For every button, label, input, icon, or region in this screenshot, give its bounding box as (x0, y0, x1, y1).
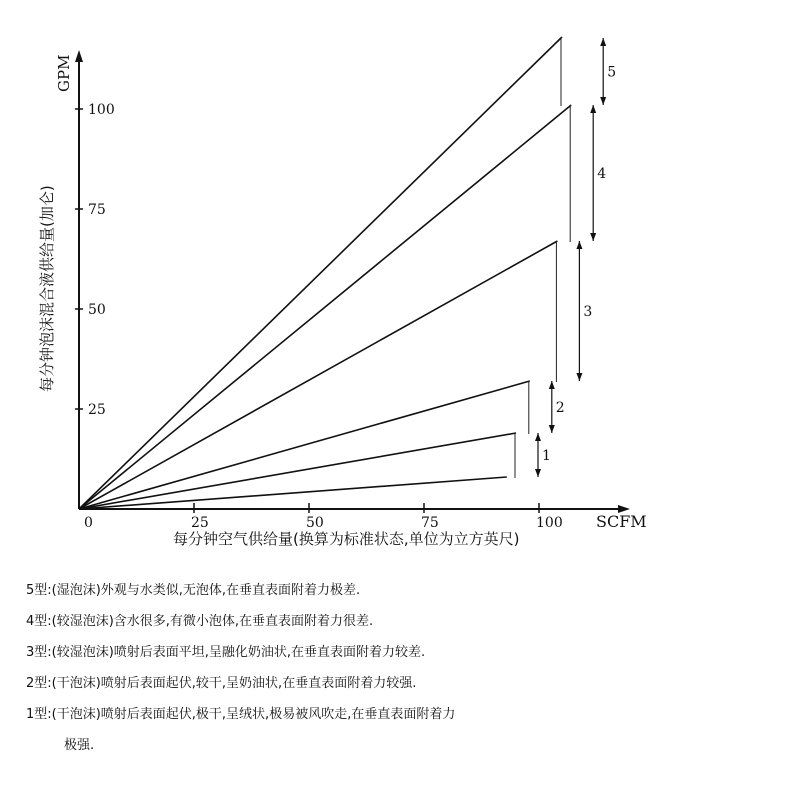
range-arrow-up (590, 105, 596, 113)
range-label-type-4: 4 (597, 166, 607, 182)
y-tick-label: 100 (88, 102, 115, 118)
x-unit-label: SCFM (596, 512, 647, 531)
range-brackets (535, 38, 616, 477)
y-ticks (75, 102, 115, 418)
range-arrow-down (549, 425, 555, 433)
y-tick-label: 50 (88, 302, 106, 318)
x-tick-label: 50 (306, 515, 324, 531)
y-unit-label: GPM (55, 54, 73, 92)
series-line-type-3 (79, 241, 557, 509)
note-type-1: 1型:(干泡沫)喷射后表面起伏,极干,呈绒状,极易被风吹走,在垂直表面附着力 (26, 707, 456, 722)
range-arrow-down (535, 469, 541, 477)
range-label-type-5: 5 (607, 64, 617, 81)
baseline-line (79, 477, 507, 509)
series-line-type-4 (79, 105, 571, 509)
range-arrow-down (590, 233, 596, 241)
range-label-type-1: 1 (542, 448, 551, 464)
range-arrow-up (549, 381, 555, 389)
x-axis-label: 每分钟空气供给量(换算为标准状态,单位为立方英尺) (173, 530, 520, 548)
type-notes (26, 575, 766, 761)
x-tick-label: 100 (536, 515, 563, 531)
note-type-1-continued: 极强. (64, 738, 95, 753)
range-arrow-up (535, 433, 541, 441)
y-axis-label: 每分钟泡沫混合液供给量(加仑) (38, 185, 56, 392)
note-type-4: 4型:(较湿泡沫)含水很多,有微小泡体,在垂直表面附着力很差. (26, 614, 374, 629)
series-line-type-2 (79, 381, 530, 509)
note-type-5: 5型:(湿泡沫)外观与水类似,无泡体,在垂直表面附着力极差. (26, 583, 361, 598)
note-type-2: 2型:(干泡沫)喷射后表面起伏,较干,呈奶油状,在垂直表面附着力较强. (26, 676, 417, 691)
x-ticks (191, 503, 563, 531)
range-arrow-up (576, 241, 582, 249)
range-label-type-3: 3 (583, 304, 593, 320)
x-tick-label: 25 (191, 515, 209, 531)
range-label-type-2: 2 (555, 400, 565, 416)
y-tick-label: 75 (88, 202, 106, 218)
note-type-3: 3型:(较湿泡沫)喷射后表面平坦,呈融化奶油状,在垂直表面附着力较差. (26, 645, 426, 660)
y-axis-arrow (75, 50, 83, 62)
range-arrow-down (600, 97, 606, 105)
origin-label: 0 (84, 515, 93, 531)
range-arrow-up (600, 38, 606, 46)
range-arrow-down (576, 373, 582, 381)
x-tick-label: 75 (421, 515, 439, 531)
y-tick-label: 25 (88, 402, 106, 418)
series-lines (79, 37, 571, 509)
